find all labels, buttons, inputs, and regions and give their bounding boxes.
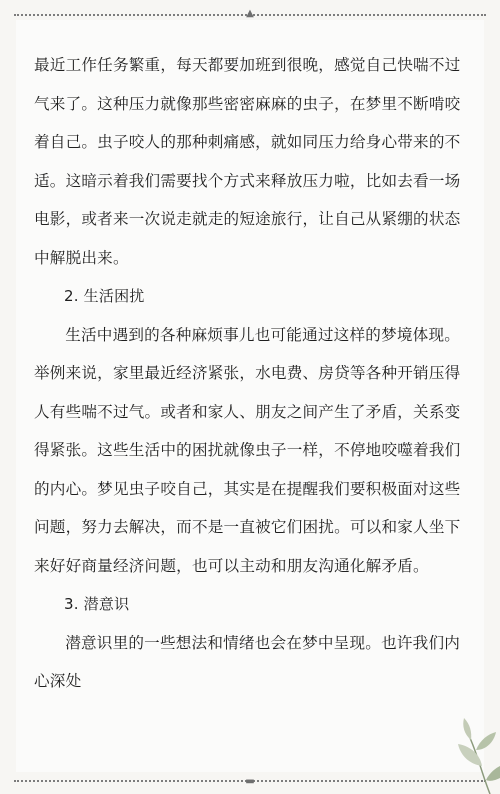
paragraph-subconscious: 潜意识里的一些想法和情绪也会在梦中呈现。也许我们内心深处: [34, 633, 461, 690]
section-heading-subconscious: 3. 潜意识: [64, 595, 130, 613]
section-heading-life-troubles: 2. 生活困扰: [64, 287, 145, 305]
document-page: [16, 20, 484, 772]
border-ornament-top: ▲: [246, 8, 254, 19]
leaf-decoration-icon: [430, 704, 500, 794]
border-ornament-bottom: ▬: [245, 776, 255, 787]
paragraph-life-troubles: 生活中遇到的各种麻烦事儿也可能通过这样的梦境体现。举例来说，家里最近经济紧张，水电费、房贷等各种开销压得人有些喘不过气。或者和家人、朋友之间产生了矛盾，关系变得紧张。这些生活中的困扰就像虫子一样，不停地咬噬着我们的内心。梦见虫子咬自己，其实是在提醒我们要积极面对这些问题，努力去解决，而不是一直被它们困扰。可以和家人坐下来好好商量经济问题，也可以主动和朋友沟通化解矛盾。: [34, 325, 461, 575]
paragraph-work-stress: 最近工作任务繁重，每天都要加班到很晚，感觉自己快喘不过气来了。这种压力就像那些密密麻麻的虫子，在梦里不断啃咬着自己。虫子咬人的那种刺痛感，就如同压力给身心带来的不适。这暗示着我们需要找个方式来释放压力啦，比如去看一场电影，或者来一次说走就走的短途旅行，让自己从紧绷的状态中解脱出来。: [34, 56, 461, 267]
article-body: [34, 46, 474, 701]
